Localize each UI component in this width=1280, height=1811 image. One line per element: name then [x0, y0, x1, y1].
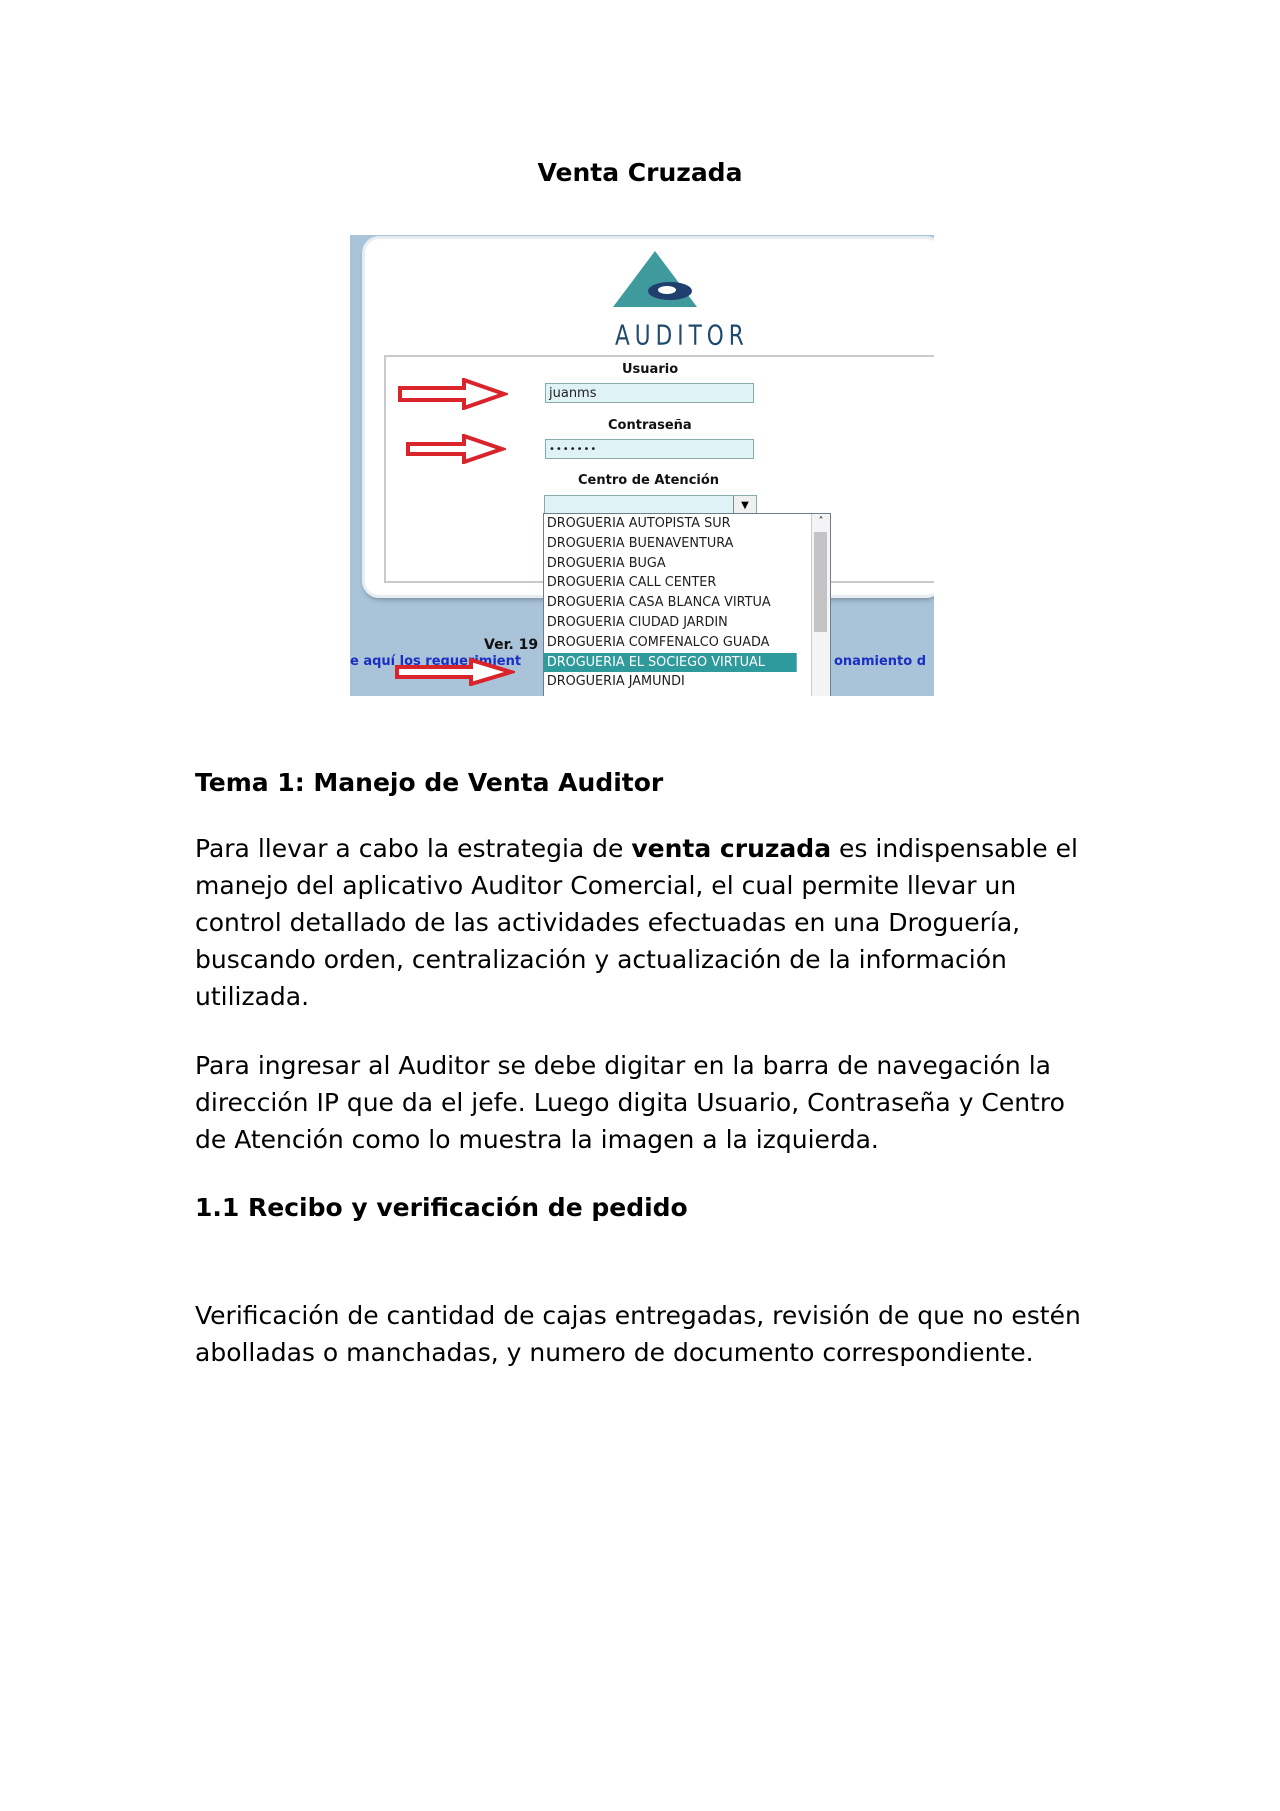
footer-link-right[interactable]: onamiento d: [834, 654, 927, 669]
centro-atencion-option[interactable]: DROGUERIA AUTOPISTA SUR: [546, 515, 731, 531]
scroll-thumb[interactable]: [814, 532, 827, 632]
contrasena-input[interactable]: •••••••: [545, 439, 754, 459]
scroll-up-icon[interactable]: ˄: [818, 516, 824, 527]
options-scrollbar[interactable]: [811, 514, 830, 696]
paragraph-verificacion: Verificación de cantidad de cajas entregadas, revisión de que no estén abolladas o manchadas, y numero de documento correspondiente.: [195, 1301, 1081, 1367]
paragraph-intro-bold: venta cruzada: [631, 834, 832, 863]
centro-atencion-option[interactable]: DROGUERIA JAMUNDI: [546, 673, 685, 690]
footer-link-left[interactable]: e aquí los requerimient: [350, 654, 522, 669]
centro-atencion-select[interactable]: [544, 495, 757, 515]
version-text: Ver. 19: [484, 637, 539, 653]
usuario-input[interactable]: juanms: [545, 383, 754, 403]
centro-atencion-option[interactable]: DROGUERIA CASA BLANCA VIRTUA: [546, 594, 771, 611]
section-heading-1-1: 1.1 Recibo y verificación de pedido: [195, 1193, 688, 1222]
usuario-label: Usuario: [622, 362, 679, 377]
centro-atencion-option[interactable]: DROGUERIA COMFENALCO GUADA: [546, 633, 770, 650]
document-title: Venta Cruzada: [537, 158, 743, 187]
section-heading-tema-1: Tema 1: Manejo de Venta Auditor: [195, 768, 664, 797]
auditor-logo-text: AUDITOR: [615, 319, 749, 352]
centro-atencion-option[interactable]: DROGUERIA EL SOCIEGO VIRTUAL: [544, 653, 797, 673]
centro-atencion-label: Centro de Atención: [578, 473, 720, 488]
arrow-right-icon: [406, 434, 506, 464]
centro-atencion-option[interactable]: DROGUERIA BUGA: [546, 554, 666, 571]
paragraph-login-instructions: Para ingresar al Auditor se debe digitar en la barra de navegación la dirección IP que da el jefe. Luego digita Usuario, Contraseña y Centro de Atención como lo muestra la imagen a la izquierda.: [195, 1051, 1065, 1154]
chevron-down-icon[interactable]: ▼: [733, 496, 756, 514]
auditor-login-screenshot: [350, 235, 934, 696]
contrasena-label: Contraseña: [608, 418, 692, 433]
paragraph-intro: [195, 830, 1095, 1015]
paragraph-intro-end: es indispensable el manejo del aplicativo Auditor Comercial, el cual permite llevar un control detallado de las actividades efectuadas en una Droguería, buscando orden, centralización y actualización de la información utilizada.: [195, 834, 1078, 1011]
centro-atencion-option[interactable]: DROGUERIA CIUDAD JARDIN: [546, 613, 728, 630]
arrow-right-icon: [395, 658, 515, 686]
arrow-right-icon: [398, 378, 508, 410]
paragraph-intro-start: Para llevar a cabo la estrategia de: [195, 834, 632, 863]
centro-atencion-option[interactable]: DROGUERIA CALL CENTER: [546, 574, 717, 591]
auditor-logo-icon: [605, 249, 705, 309]
centro-atencion-options: [543, 513, 831, 696]
centro-atencion-option[interactable]: DROGUERIA BUENAVENTURA: [546, 534, 734, 551]
